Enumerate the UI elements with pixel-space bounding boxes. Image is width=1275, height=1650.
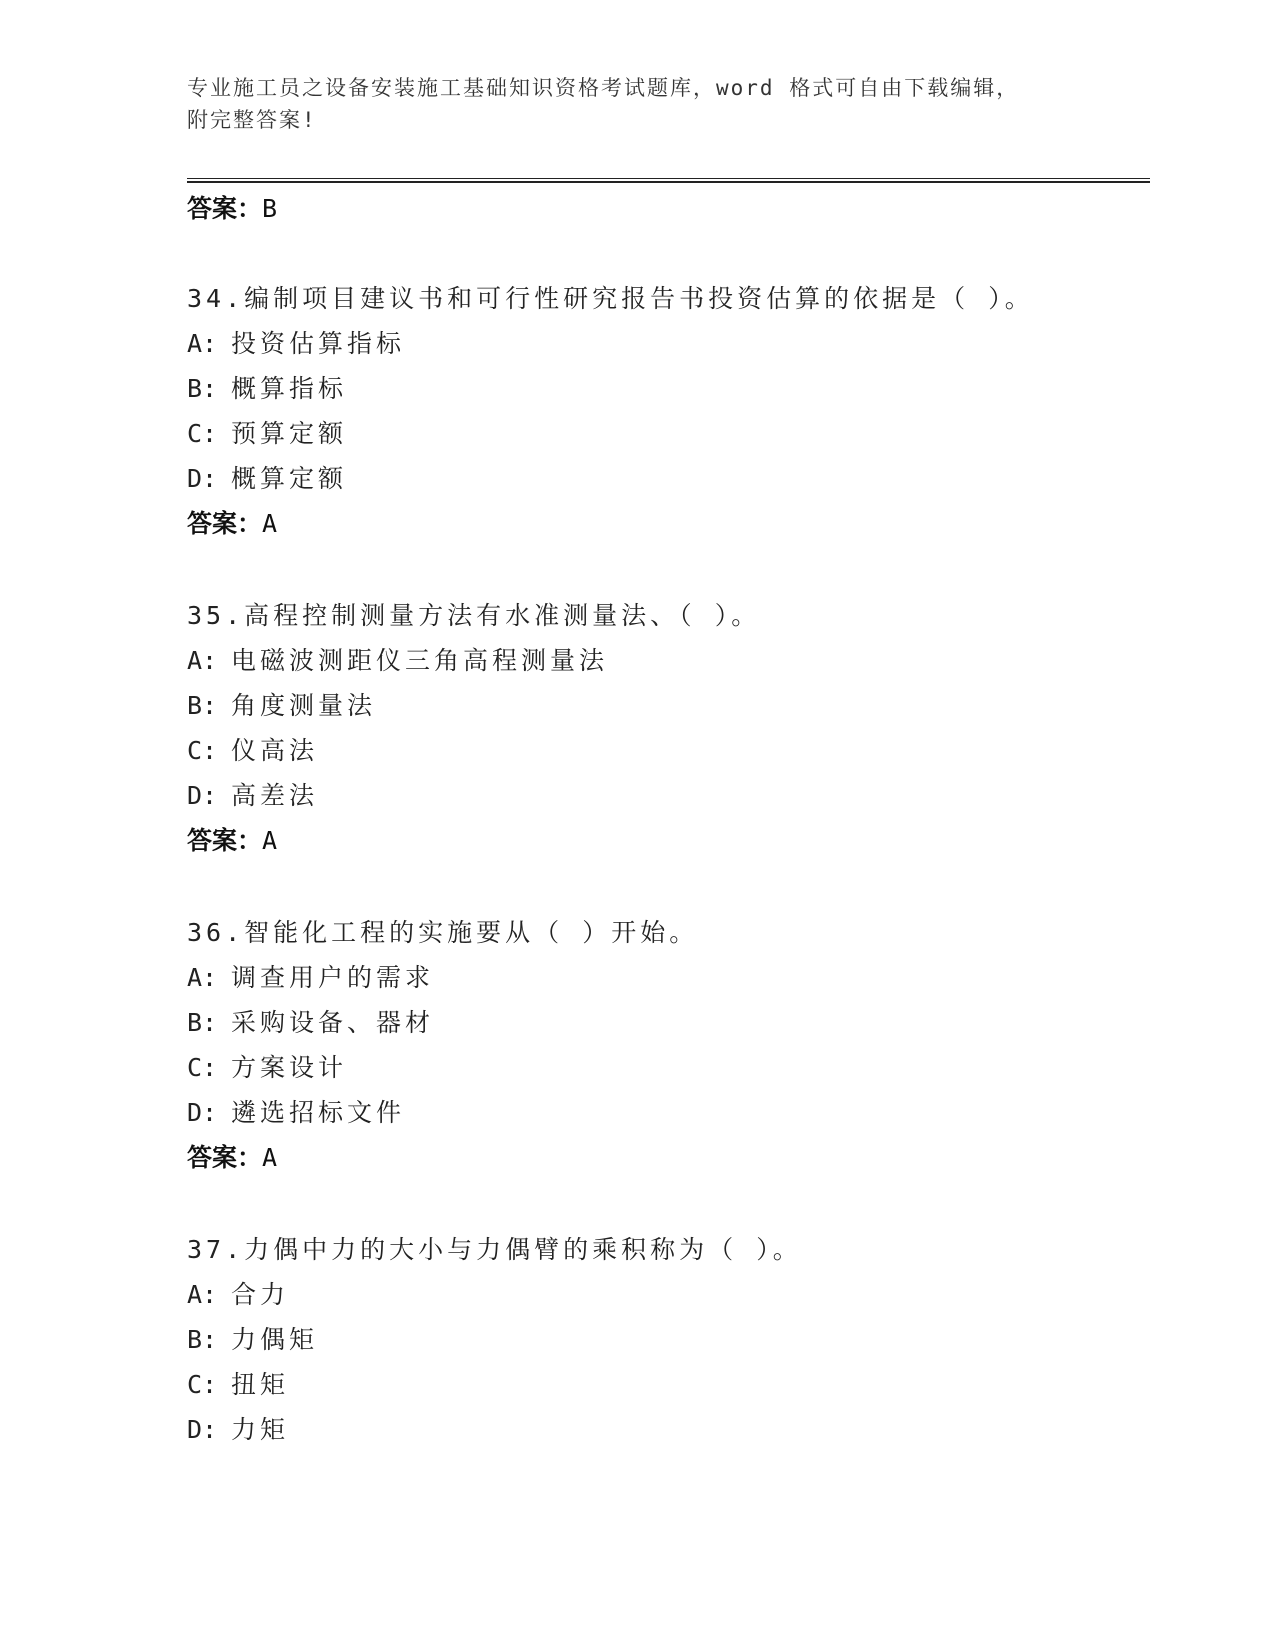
option-letter: A: [187,329,218,358]
option-text: 概算定额 [231,464,348,493]
option-36-c [187,1051,347,1085]
option-37-a [187,1278,289,1312]
option-letter: B: [187,1325,218,1354]
option-letter: D: [187,781,218,810]
answer-value: A [262,509,278,538]
option-36-a [187,961,434,995]
answer-line-prev [187,192,277,226]
option-text: 力矩 [231,1415,290,1444]
option-letter: D: [187,1098,218,1127]
option-37-b [187,1323,318,1357]
option-letter: C: [187,1053,218,1082]
answer-line-36 [187,1141,277,1175]
option-text: 仪高法 [231,736,319,765]
answer-value: A [262,826,278,855]
option-35-c [187,734,318,768]
option-text: 方案设计 [231,1053,348,1082]
answer-label: 答案： [187,826,263,855]
option-letter: C: [187,1370,218,1399]
option-35-a [187,644,608,678]
option-34-d [187,462,347,496]
answer-line-34 [187,507,277,541]
answer-line-35 [187,824,277,858]
option-text: 调查用户的需求 [231,963,435,992]
option-text: 高差法 [231,781,319,810]
option-letter: B: [187,1008,218,1037]
option-letter: C: [187,419,218,448]
option-34-a [187,327,405,361]
question-stem-35: 35.高程控制测量方法有水准测量法、（ ）。 [187,601,761,630]
option-35-d [187,779,318,813]
option-37-c [187,1368,289,1402]
option-letter: B: [187,374,218,403]
option-36-b [187,1006,434,1040]
option-text: 预算定额 [231,419,348,448]
option-text: 角度测量法 [231,691,377,720]
page-header [187,72,1067,136]
option-36-d [187,1096,405,1130]
option-letter: A: [187,1280,218,1309]
header-line-2: 附完整答案! [187,108,317,132]
option-text: 概算指标 [231,374,348,403]
option-text: 投资估算指标 [231,329,406,358]
option-letter: D: [187,464,218,493]
answer-value: B [262,194,278,223]
option-text: 电磁波测距仪三角高程测量法 [231,646,609,675]
answer-label: 答案： [187,1143,263,1172]
header-divider [187,178,1150,183]
answer-label: 答案： [187,509,263,538]
option-text: 采购设备、器材 [231,1008,435,1037]
option-letter: B: [187,691,218,720]
option-letter: C: [187,736,218,765]
question-stem-36: 36.智能化工程的实施要从（ ）开始。 [187,918,699,947]
option-text: 力偶矩 [231,1325,319,1354]
question-stem-34: 34.编制项目建议书和可行性研究报告书投资估算的依据是（ ）。 [187,284,1034,313]
answer-value: A [262,1143,278,1172]
option-letter: A: [187,646,218,675]
answer-label: 答案： [187,194,263,223]
option-text: 遴选招标文件 [231,1098,406,1127]
option-34-c [187,417,347,451]
header-line-1: 专业施工员之设备安装施工基础知识资格考试题库，word 格式可自由下载编辑， [187,76,1020,100]
option-34-b [187,372,347,406]
option-text: 合力 [231,1280,290,1309]
question-stem-37: 37.力偶中力的大小与力偶臂的乘积称为（ ）。 [187,1235,802,1264]
option-text: 扭矩 [231,1370,290,1399]
option-letter: D: [187,1415,218,1444]
option-37-d [187,1413,289,1447]
option-letter: A: [187,963,218,992]
option-35-b [187,689,376,723]
